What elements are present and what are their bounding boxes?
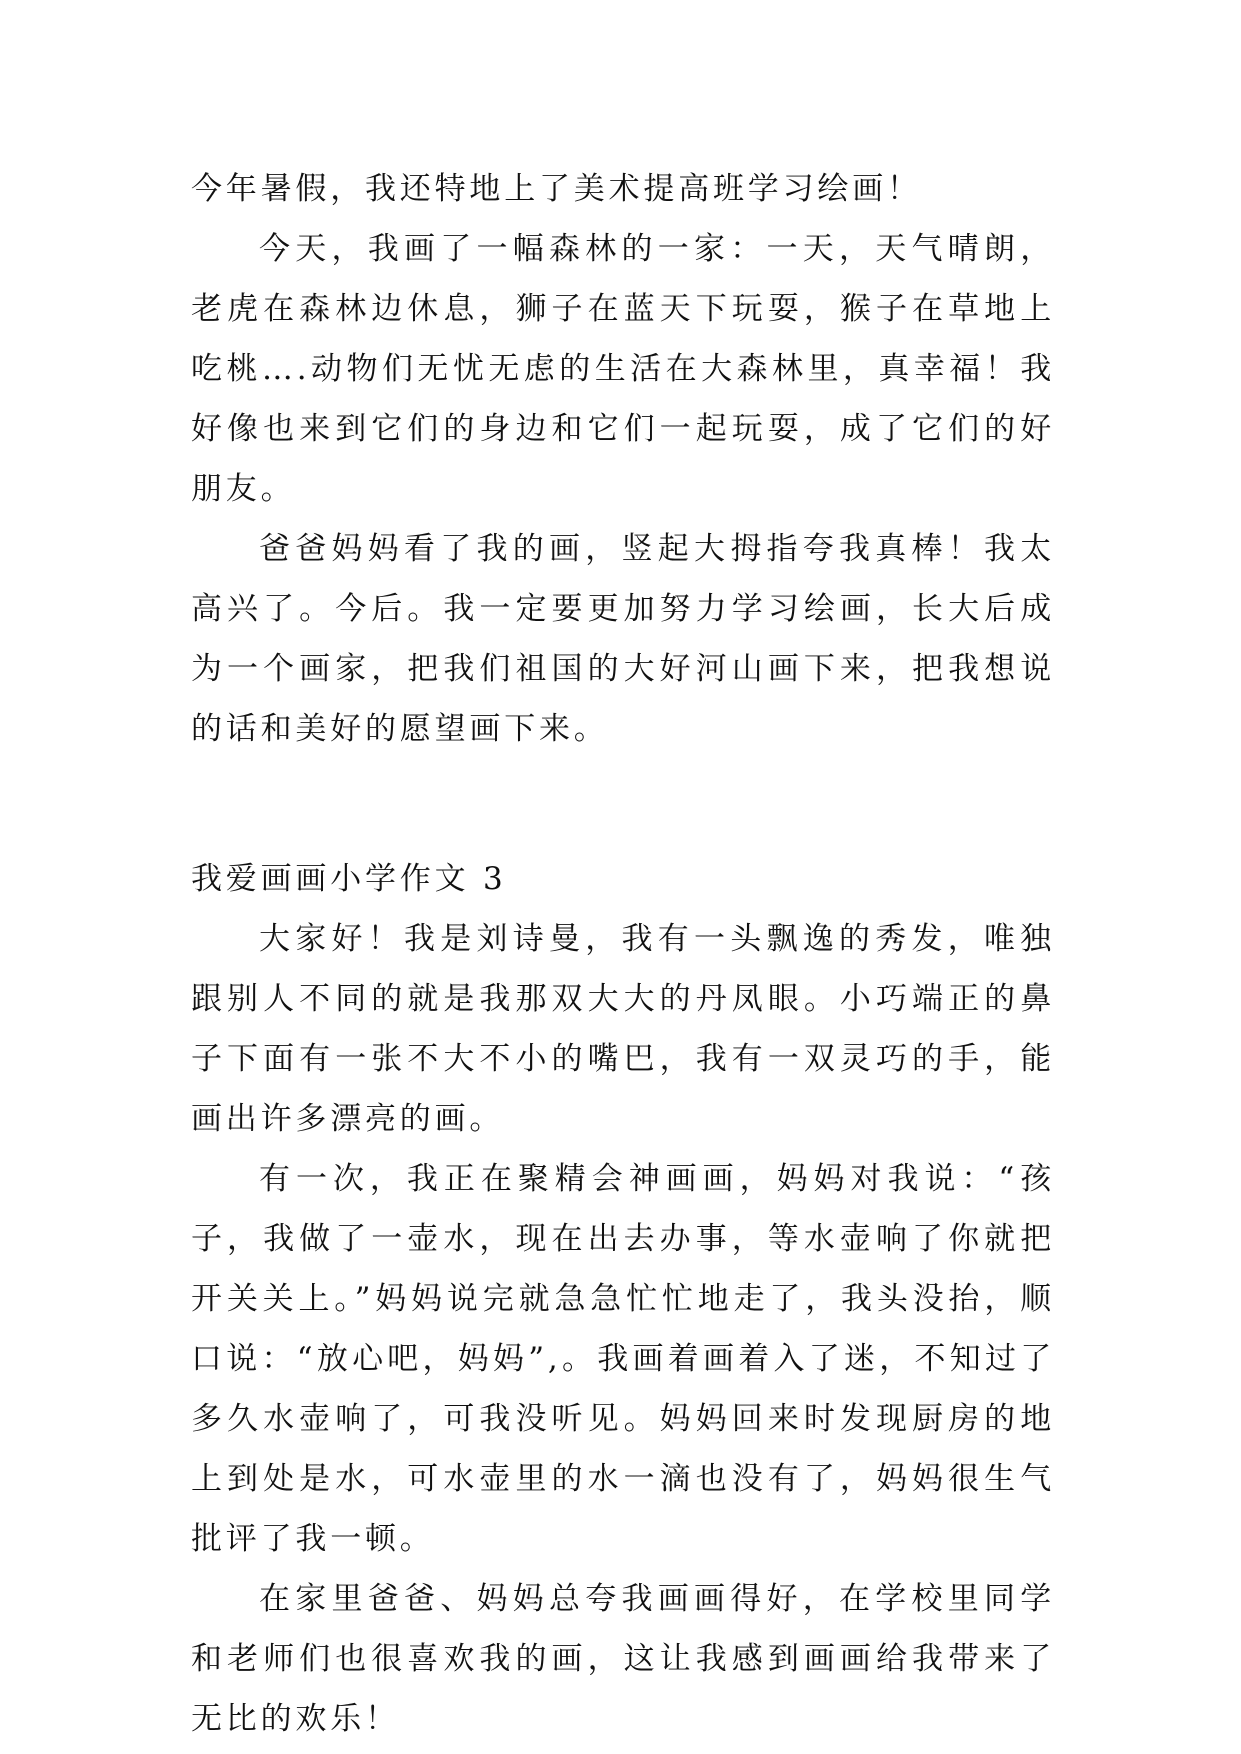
essay-title: 我爱画画小学作文 3 [191,861,507,897]
paragraph-self-introduction: 大家好！我是刘诗曼，我有一头飘逸的秀发，唯独跟别人不同的就是我那双大大的丹凤眼。小巧端正的鼻子下面有一张不大不小的嘴巴，我有一双灵巧的手，能画出许多漂亮的画。 [191,921,1055,1137]
section-spacer [191,759,1055,849]
paragraph-kettle-story: 有一次，我正在聚精会神画画，妈妈对我说：“孩子，我做了一壶水，现在出去办事，等水壶响了你就把开关关上。”妈妈说完就急急忙忙地走了，我头没抬，顺口说：“放心吧，妈妈”,。我画着画着入了迷，不知过了多久水壶响了，可我没听见。妈妈回来时发现厨房的地上到处是水，可水壶里的水一滴也没有了，妈妈很生气批评了我一顿。 [191,1161,1055,1557]
paragraph-joy-of-painting: 在家里爸爸、妈妈总夸我画画得好，在学校里同学和老师们也很喜欢我的画，这让我感到画画给我带来了无比的欢乐！ [191,1581,1055,1737]
paragraph-parents-praise: 爸爸妈妈看了我的画，竖起大拇指夸我真棒！我太高兴了。今后。我一定要更加努力学习绘画，长大后成为一个画家，把我们祖国的大好河山画下来，把我想说的话和美好的愿望画下来。 [191,531,1055,747]
document-body [191,159,1055,1749]
paragraph-forest-painting: 今天，我画了一幅森林的一家：一天，天气晴朗，老虎在森林边休息，狮子在蓝天下玩耍，猴子在草地上吃桃….动物们无忧无虑的生活在大森林里，真幸福！我好像也来到它们的身边和它们一起玩耍，成了它们的好朋友。 [191,231,1055,507]
paragraph-summer-class: 今年暑假，我还特地上了美术提高班学习绘画！ [191,171,922,207]
